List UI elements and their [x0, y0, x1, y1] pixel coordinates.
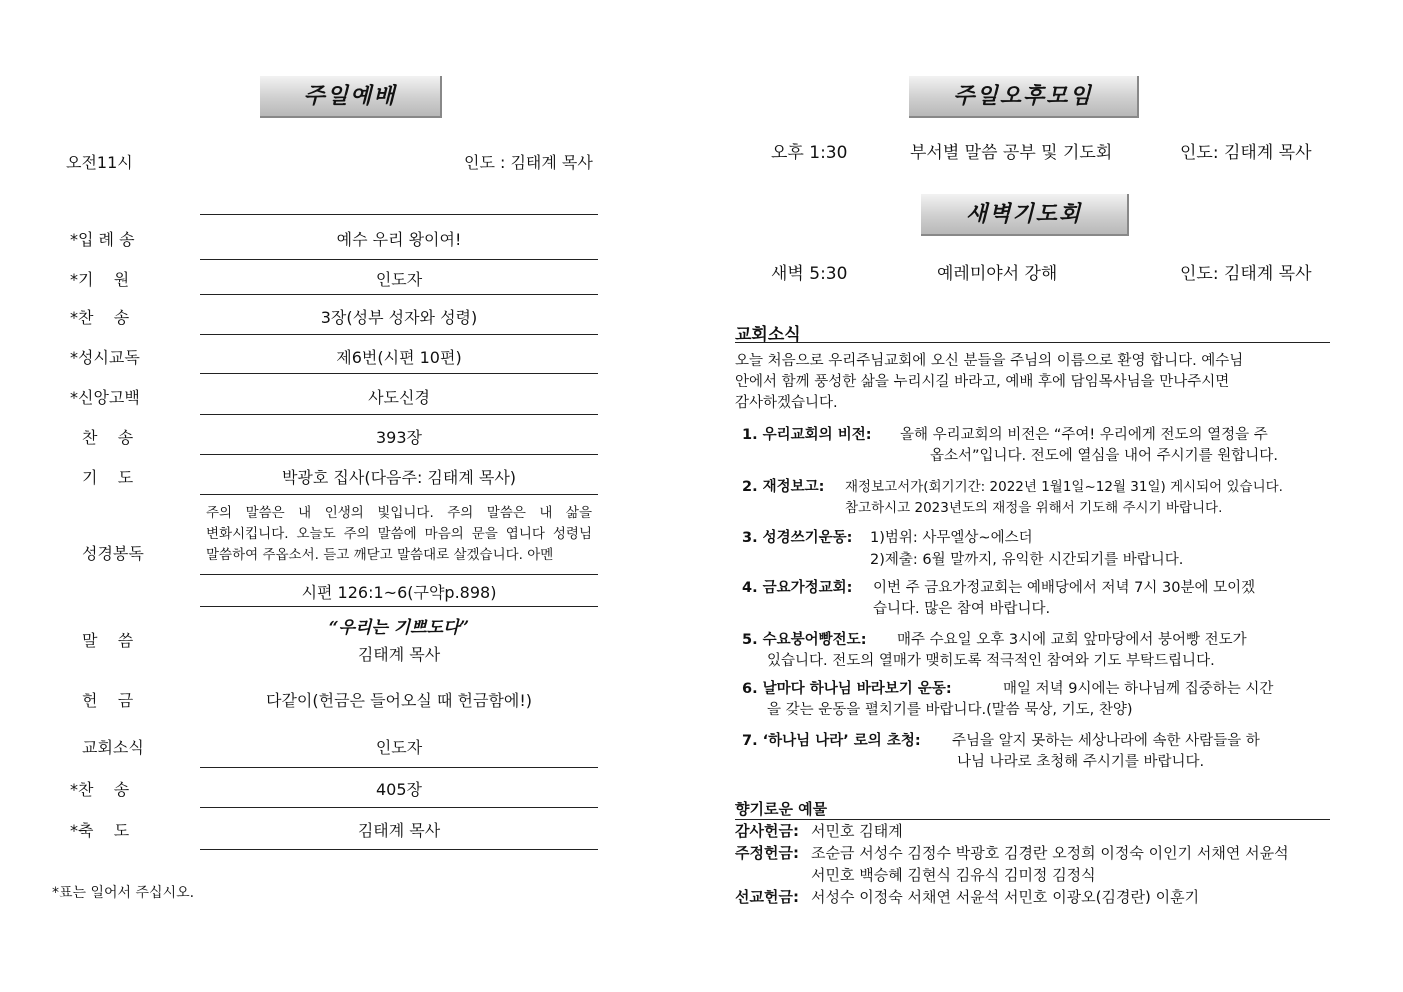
row-label: *찬 송	[70, 780, 130, 799]
news-item-head: 3. 성경쓰기운동:	[742, 530, 853, 546]
row-label: *성시교독	[70, 348, 140, 367]
thanks-offering-names: 서민호 김태계	[811, 822, 903, 840]
row-value: 다같이(헌금은 들어오실 때 헌금함에!)	[266, 691, 532, 710]
news-item-line: 옵소서”입니다. 전도에 열심을 내어 주시기를 원합니다.	[930, 448, 1278, 464]
news-item-line: 있습니다. 전도의 열매가 맺히도록 적극적인 참여와 기도 부탁드립니다.	[767, 653, 1215, 669]
mission-offering-label: 선교헌금:	[735, 888, 799, 906]
afternoon-time: 오후 1:30	[771, 143, 848, 163]
worship-leader: 인도 : 김태계 목사	[464, 153, 593, 172]
news-item-line: 을 갖는 운동을 펼치기를 바랍니다.(말씀 묵상, 기도, 찬양)	[767, 702, 1133, 718]
sermon-preacher: 김태계 목사	[357, 645, 441, 664]
news-item-line: 2)제출: 6월 말까지, 유익한 시간되기를 바랍니다.	[870, 552, 1184, 568]
news-intro-line: 안에서 함께 풍성한 삶을 누리시길 바라고, 예배 후에 담임목사님을 만나주시면	[735, 374, 1230, 390]
row-label: 성경봉독	[82, 544, 144, 563]
worship-title: 주일예배	[260, 76, 442, 118]
row-value: 인도자	[375, 738, 423, 757]
afternoon-leader: 인도: 김태계 목사	[1180, 143, 1312, 163]
row-value: 예수 우리 왕이여!	[336, 230, 462, 249]
news-intro-line: 오늘 처음으로 우리주님교회에 오신 분들을 주님의 이름으로 환영 합니다. 예수님	[735, 353, 1244, 369]
tithe-offering-names: 서민호 백승혜 김현식 김유식 김미정 김정식	[811, 866, 1096, 884]
row-value: 인도자	[375, 270, 423, 289]
afternoon-title: 주일오후모임	[909, 76, 1139, 118]
row-value: 김태계 목사	[357, 821, 441, 840]
tithe-offering-names: 조순금 서성수 김정수 박광호 김경란 오정희 이정숙 이인기 서채연 서윤석	[811, 844, 1289, 862]
row-value: 3장(성부 성자와 성령)	[320, 308, 478, 327]
news-item-head: 5. 수요붕어빵전도:	[742, 632, 867, 648]
tithe-offering-label: 주정헌금:	[735, 844, 799, 862]
row-value: 405장	[376, 780, 422, 799]
news-item-head: 2. 재정보고:	[742, 479, 825, 495]
row-label: 찬 송	[82, 428, 134, 447]
mission-offering-names: 서성수 이정숙 서채연 서윤석 서민호 이광오(김경란) 이훈기	[811, 888, 1200, 906]
news-item-line: 이번 주 금요가정교회는 예배당에서 저녁 7시 30분에 모이겠	[873, 580, 1256, 596]
news-item-line: 참고하시고 2023년도의 재정을 위해서 기도해 주시기 바랍니다.	[845, 500, 1223, 516]
news-heading: 교회소식	[735, 325, 801, 345]
news-item-line: 재정보고서가(회기기간: 2022년 1월1일~12월 31일) 게시되어 있습니다.	[845, 479, 1283, 495]
scripture-reference: 시편 126:1~6(구약p.898)	[301, 583, 497, 602]
footnote: *표는 일어서 주십시오.	[52, 885, 195, 901]
worship-time: 오전11시	[66, 153, 133, 172]
news-item-line: 1)범위: 사무엘상~에스더	[870, 530, 1033, 546]
news-item-head: 1. 우리교회의 비전:	[742, 427, 872, 443]
news-item-line: 주님을 알지 못하는 세상나라에 속한 사람들을 하	[952, 733, 1260, 749]
dawn-desc: 예레미야서 강해	[937, 264, 1058, 284]
row-label: *입 례 송	[70, 230, 135, 249]
row-label: 교회소식	[82, 738, 144, 757]
row-label: *신앙고백	[70, 388, 140, 407]
row-label: *축 도	[70, 821, 130, 840]
news-item-head: 7. ‘하나님 나라’ 로의 초청:	[742, 733, 921, 749]
dawn-time: 새벽 5:30	[771, 264, 848, 284]
row-value: 박광호 집사(다음주: 김태계 목사)	[281, 468, 517, 487]
row-label: *찬 송	[70, 308, 130, 327]
news-intro-line: 감사하겠습니다.	[735, 395, 838, 411]
row-value: 393장	[376, 428, 422, 447]
row-label: *기 원	[70, 270, 130, 289]
news-item-line: 올해 우리교회의 비전은 “주여! 우리에게 전도의 열정을 주	[900, 427, 1268, 443]
news-item-line: 습니다. 많은 참여 바랍니다.	[873, 601, 1051, 617]
news-item-head: 4. 금요가정교회:	[742, 580, 853, 596]
sermon-title: “우리는 기쁘도다”	[328, 618, 470, 638]
news-item-line: 매일 저녁 9시에는 하나님께 집중하는 시간	[1003, 681, 1274, 697]
row-value: 제6번(시편 10편)	[336, 348, 462, 367]
afternoon-desc: 부서별 말씀 공부 및 기도회	[910, 143, 1113, 163]
news-item-line: 나님 나라로 초청해 주시기를 바랍니다.	[957, 754, 1205, 770]
row-label: 기 도	[82, 468, 134, 487]
news-item-head: 6. 날마다 하나님 바라보기 운동:	[742, 681, 952, 697]
offering-heading: 향기로운 예물	[735, 800, 828, 818]
news-item-line: 매주 수요일 오후 3시에 교회 앞마당에서 붕어빵 전도가	[897, 632, 1247, 648]
row-label: 헌 금	[82, 691, 134, 710]
row-label: 말 씀	[82, 631, 134, 650]
thanks-offering-label: 감사헌금:	[735, 822, 799, 840]
dawn-leader: 인도: 김태계 목사	[1180, 264, 1312, 284]
scripture-reading-text: 주의 말씀은 내 인생의 빛입니다. 주의 말씀은 내 삶을 변화시킵니다. 오늘도 주의 말씀에 마음의 문을 엽니다 성령님 말씀하여 주옵소서. 듣고 깨닫고 말씀대로 살겠습니다. 아멘	[206, 505, 592, 563]
dawn-prayer-title: 새벽기도회	[921, 194, 1129, 236]
row-value: 사도신경	[368, 388, 430, 407]
